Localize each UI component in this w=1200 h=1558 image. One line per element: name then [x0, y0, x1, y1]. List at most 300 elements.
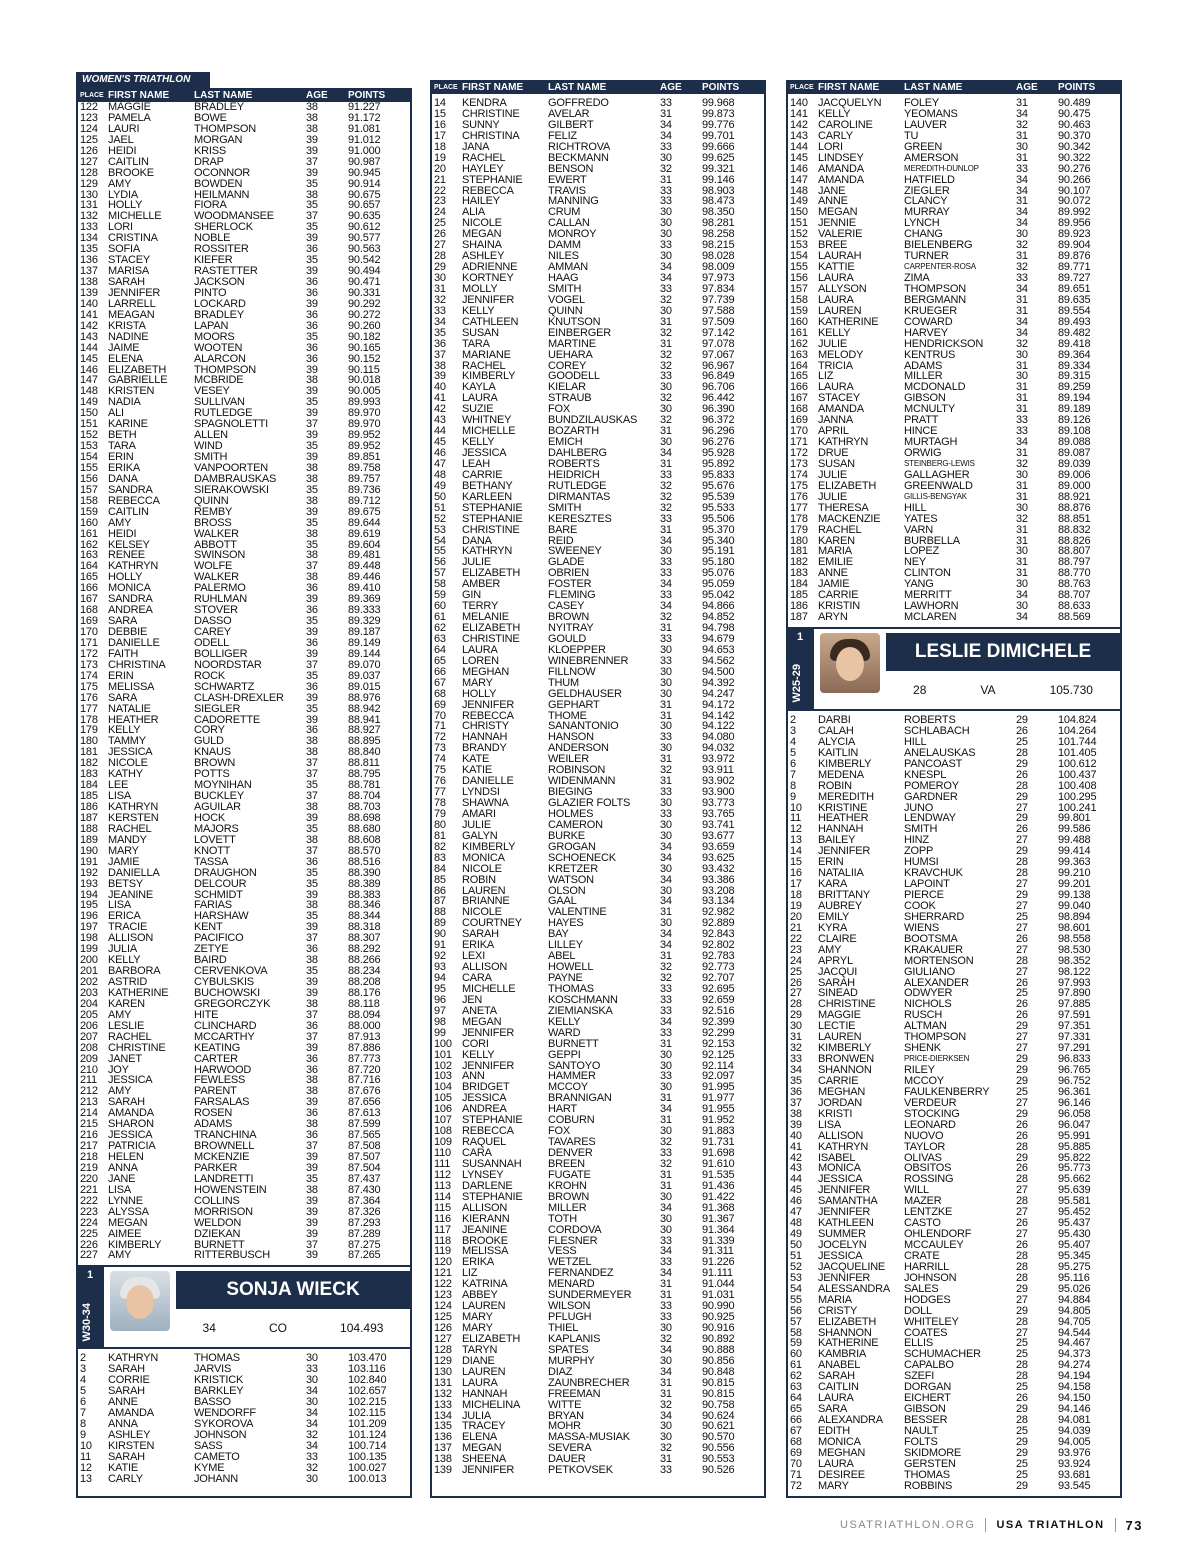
cell-points: 100.437	[1058, 769, 1097, 781]
cell-last-name: ODELL	[194, 637, 230, 649]
cell-last-name: NOBLE	[194, 233, 231, 245]
cell-points: 99.586	[1058, 824, 1091, 836]
cell-age: 32	[660, 502, 672, 514]
cell-age: 32	[660, 480, 672, 492]
cell-points: 95.370	[702, 524, 735, 536]
cell-first-name: HEIDI	[108, 145, 137, 157]
cell-place: 138	[434, 1454, 452, 1466]
table-row	[788, 1426, 1120, 1437]
cell-points: 96.442	[702, 393, 735, 405]
cell-first-name: SOFIA	[108, 244, 141, 256]
cell-age: 31	[660, 951, 672, 963]
cell-points: 100.135	[348, 1451, 387, 1463]
cell-last-name: PIERCE	[904, 890, 944, 901]
featured-group: W25-29	[791, 664, 803, 703]
cell-points: 89.758	[348, 462, 381, 474]
cell-first-name: JESSICA	[108, 1130, 153, 1142]
cell-last-name: TASSA	[194, 856, 229, 868]
cell-first-name: CARLY	[818, 130, 853, 142]
table-row	[432, 109, 764, 120]
cell-last-name: HARWOOD	[194, 1064, 252, 1076]
cell-place: 140	[790, 98, 808, 109]
cell-points: 90.556	[702, 1443, 735, 1455]
cell-place: 112	[434, 1169, 451, 1181]
cell-age: 34	[660, 579, 672, 591]
table-row	[432, 1334, 764, 1345]
cell-place: 106	[434, 1104, 452, 1116]
cell-last-name: OLIVAS	[904, 1152, 942, 1164]
cell-age: 34	[660, 273, 672, 284]
cell-place: 178	[790, 513, 808, 525]
cell-age: 32	[660, 415, 672, 427]
cell-age: 28	[1016, 1250, 1028, 1262]
cell-age: 31	[1016, 393, 1028, 405]
cell-place: 149	[80, 397, 98, 409]
cell-points: 98.894	[1058, 911, 1091, 923]
cell-age: 25	[1016, 736, 1028, 748]
cell-place: 58	[434, 579, 446, 591]
cell-last-name: CORDOVA	[548, 1224, 602, 1236]
cell-first-name: AIMEE	[108, 1228, 142, 1240]
cell-age: 34	[1016, 174, 1028, 186]
cell-age: 36	[306, 320, 318, 332]
table-row	[788, 514, 1120, 525]
cell-first-name: CHRISTY	[462, 721, 509, 733]
cell-age: 39	[306, 1217, 318, 1229]
cell-last-name: ORWIG	[904, 448, 942, 459]
cell-place: 214	[80, 1108, 98, 1120]
table-row	[78, 1021, 410, 1032]
cell-place: 59	[434, 590, 446, 602]
cell-first-name: MARY	[462, 677, 493, 689]
cell-last-name: GOFFREDO	[548, 98, 609, 109]
cell-age: 37	[306, 419, 318, 431]
cell-age: 30	[660, 863, 672, 875]
cell-points: 92.773	[702, 962, 735, 973]
cell-last-name: HOWENSTEIN	[194, 1184, 267, 1196]
table-row	[432, 229, 764, 240]
cell-points: 88.851	[1058, 513, 1091, 525]
cell-age: 27	[1016, 944, 1028, 956]
cell-last-name: BENSON	[548, 163, 594, 175]
cell-points: 89.070	[348, 659, 381, 671]
cell-place: 159	[80, 506, 98, 518]
cell-points: 88.208	[348, 977, 381, 988]
cell-first-name: NATALIE	[108, 703, 151, 715]
cell-age: 32	[660, 1137, 672, 1148]
cell-age: 33	[660, 732, 672, 744]
table-row	[78, 190, 410, 201]
cell-last-name: CRATE	[904, 1250, 940, 1262]
cell-points: 89.771	[1058, 262, 1091, 273]
cell-first-name: HANNAH	[462, 1388, 508, 1400]
cell-age: 34	[660, 852, 672, 864]
table-row	[78, 1364, 410, 1375]
section-tab: WOMEN'S TRIATHLON	[76, 72, 210, 88]
cell-last-name: BROSS	[194, 517, 232, 529]
cell-place: 62	[790, 1371, 802, 1383]
cell-place: 201	[80, 966, 98, 977]
cell-age: 38	[306, 189, 318, 201]
cell-first-name: HOLLY	[462, 688, 497, 700]
cell-last-name: PARENT	[194, 1086, 237, 1098]
table-row	[432, 984, 764, 995]
table-row	[78, 321, 410, 332]
table-row	[432, 1104, 764, 1115]
cell-points: 88.570	[348, 845, 381, 857]
cell-last-name: RITTERBUSCH	[194, 1250, 271, 1262]
cell-last-name: WILL	[904, 1185, 929, 1197]
cell-last-name: LEONARD	[904, 1119, 956, 1131]
table-row	[432, 503, 764, 514]
cell-points: 92.783	[702, 951, 735, 963]
cell-age: 32	[1016, 240, 1028, 252]
cell-first-name: ALI	[108, 408, 124, 420]
cell-last-name: HATFIELD	[904, 174, 955, 186]
cell-points: 89.329	[348, 616, 381, 627]
cell-points: 89.194	[1058, 393, 1091, 405]
cell-last-name: KNESPL	[904, 769, 947, 781]
cell-first-name: BETHANY	[462, 480, 513, 492]
cell-first-name: KELLY	[818, 108, 851, 120]
cell-place: 169	[790, 415, 808, 427]
cell-first-name: SHEENA	[462, 1454, 507, 1466]
cell-place: 74	[434, 754, 446, 766]
cell-points: 97.509	[702, 316, 735, 328]
cell-place: 187	[790, 612, 808, 623]
cell-first-name: LYNNE	[108, 1195, 143, 1207]
cell-place: 78	[434, 798, 446, 809]
table-row	[432, 1028, 764, 1039]
cell-age: 37	[306, 156, 318, 168]
cell-age: 30	[1016, 579, 1028, 591]
table-row	[432, 612, 764, 623]
table-row	[432, 1411, 764, 1422]
table-row	[432, 1137, 764, 1148]
cell-last-name: STOVER	[194, 605, 238, 617]
cell-last-name: HAYES	[548, 918, 584, 930]
cell-age: 34	[660, 874, 672, 886]
cell-first-name: MARIA	[818, 1294, 852, 1306]
cell-last-name: ELLIS	[904, 1338, 933, 1350]
cell-points: 91.995	[702, 1082, 735, 1094]
cell-place: 123	[80, 112, 98, 124]
cell-points: 95.191	[702, 546, 735, 558]
cell-last-name: SIERAKOWSKI	[194, 484, 269, 496]
cell-last-name: BECKMANN	[548, 152, 609, 164]
cell-points: 92.153	[702, 1038, 735, 1050]
cell-points: 90.990	[702, 1301, 735, 1313]
cell-age: 34	[1016, 108, 1028, 120]
cell-age: 31	[660, 776, 672, 788]
table-row	[78, 1010, 410, 1021]
cell-first-name: KARA	[818, 879, 848, 890]
table-row	[432, 973, 764, 984]
table-row	[78, 113, 410, 124]
cell-place: 46	[790, 1196, 802, 1208]
cell-first-name: JACQUELINE	[818, 1261, 886, 1273]
cell-points: 94.150	[1058, 1393, 1091, 1405]
cell-last-name: MCCARTHY	[194, 1031, 255, 1043]
cell-place: 183	[80, 769, 98, 781]
cell-age: 31	[1016, 294, 1028, 306]
cell-place: 12	[80, 1462, 92, 1474]
cell-age: 34	[660, 896, 672, 908]
cell-first-name: AMY	[108, 517, 132, 529]
cell-first-name: ALESSANDRA	[818, 1283, 890, 1295]
cell-place: 16	[434, 119, 446, 131]
table-row	[432, 382, 764, 393]
cell-age: 30	[660, 1421, 672, 1433]
cell-place: 159	[790, 305, 808, 317]
cell-age: 38	[306, 462, 318, 474]
cell-age: 31	[660, 426, 672, 438]
cell-points: 95.991	[1058, 1130, 1091, 1142]
cell-place: 182	[80, 758, 98, 770]
cell-last-name: JACKSON	[194, 277, 245, 288]
table-row	[432, 787, 764, 798]
cell-points: 88.266	[348, 955, 381, 967]
table-row	[788, 568, 1120, 579]
table-row	[788, 803, 1120, 814]
cell-last-name: ZETYE	[194, 944, 229, 956]
table-row	[788, 1338, 1120, 1349]
cell-place: 192	[80, 867, 98, 879]
cell-points: 89.970	[348, 408, 381, 420]
cell-age: 34	[660, 601, 672, 613]
cell-points: 98.122	[1058, 966, 1091, 978]
table-row	[78, 944, 410, 955]
cell-first-name: MELISSA	[108, 681, 155, 693]
cell-points: 93.976	[1058, 1447, 1091, 1459]
cell-first-name: SARAH	[818, 1371, 855, 1383]
cell-points: 92.695	[702, 983, 735, 995]
cell-points: 90.892	[702, 1333, 735, 1345]
cell-last-name: KIEFER	[194, 255, 233, 267]
cell-points: 89.259	[1058, 382, 1091, 394]
cell-first-name: CHRISTINE	[462, 633, 520, 645]
cell-place: 6	[80, 1397, 86, 1409]
table-row	[788, 590, 1120, 601]
cell-points: 89.635	[1058, 294, 1091, 306]
cell-points: 89.904	[1058, 240, 1091, 252]
table-row	[78, 1130, 410, 1141]
cell-points: 101.124	[348, 1429, 387, 1441]
table-row	[78, 200, 410, 211]
cell-points: 88.569	[1058, 612, 1091, 623]
cell-place: 73	[434, 743, 446, 755]
cell-first-name: LORI	[818, 141, 843, 153]
cell-last-name: POMEROY	[904, 780, 959, 792]
cell-first-name: SARA	[818, 1404, 848, 1415]
cell-age: 30	[660, 1355, 672, 1367]
cell-first-name: ALIA	[462, 207, 486, 219]
cell-first-name: MEGAN	[108, 1217, 148, 1229]
cell-age: 36	[306, 277, 318, 288]
cell-points: 93.659	[702, 841, 735, 853]
cell-first-name: LAURA	[818, 1393, 854, 1405]
cell-last-name: NILES	[548, 251, 579, 263]
cell-age: 39	[306, 1228, 318, 1240]
cell-place: 190	[80, 845, 98, 857]
cell-place: 162	[790, 338, 808, 350]
cell-points: 94.039	[1058, 1425, 1091, 1437]
cell-first-name: LAUREN	[462, 1301, 506, 1313]
cell-first-name: KRISTI	[818, 1108, 853, 1120]
table-row	[788, 1317, 1120, 1328]
table-row	[788, 1131, 1120, 1142]
table-row	[788, 492, 1120, 503]
cell-age: 39	[306, 1162, 318, 1174]
cell-last-name: BOWE	[194, 112, 227, 124]
table-row	[788, 459, 1120, 470]
cell-age: 30	[660, 251, 672, 263]
table-row	[78, 168, 410, 179]
cell-points: 90.292	[348, 298, 381, 310]
cell-last-name: CASTO	[904, 1218, 941, 1230]
cell-place: 59	[790, 1338, 802, 1350]
cell-points: 95.430	[1058, 1229, 1091, 1240]
cell-place: 63	[790, 1382, 802, 1394]
cell-first-name: CAITLIN	[108, 506, 149, 518]
cell-first-name: SARA	[108, 616, 138, 627]
cell-first-name: ALLISON	[462, 962, 508, 973]
cell-first-name: DANA	[462, 535, 492, 547]
cell-points: 102.657	[348, 1386, 387, 1398]
table-row	[788, 579, 1120, 590]
table-row	[788, 1306, 1120, 1317]
table-row	[788, 153, 1120, 164]
cell-points: 100.027	[348, 1462, 387, 1474]
cell-place: 113	[434, 1180, 451, 1192]
table-row	[432, 929, 764, 940]
cell-first-name: BETH	[108, 430, 137, 442]
cell-place: 16	[790, 868, 802, 880]
cell-points: 95.822	[1058, 1152, 1091, 1164]
cell-age: 33	[660, 1005, 672, 1017]
cell-place: 29	[434, 262, 446, 273]
cell-age: 34	[660, 448, 672, 459]
table-row	[788, 1415, 1120, 1426]
cell-first-name: REBECCA	[462, 1126, 514, 1138]
cell-place: 126	[80, 145, 98, 157]
cell-place: 19	[434, 152, 446, 164]
footer-divider	[1115, 1518, 1116, 1532]
table-row	[432, 601, 764, 612]
cell-age: 29	[1016, 1054, 1028, 1065]
table-row	[432, 918, 764, 929]
cell-first-name: CORRIE	[108, 1375, 150, 1387]
cell-first-name: MEAGAN	[108, 309, 155, 321]
cell-place: 156	[80, 473, 98, 485]
table-row	[788, 1054, 1120, 1065]
cell-first-name: ERIN	[108, 670, 134, 682]
table-row	[78, 529, 410, 540]
table-row	[788, 229, 1120, 240]
cell-last-name: SCHLABACH	[904, 725, 970, 737]
table-row	[78, 1097, 410, 1108]
cell-points: 88.811	[348, 758, 380, 770]
cell-points: 87.656	[348, 1097, 381, 1109]
cell-place: 135	[80, 244, 98, 256]
cell-last-name: THOMPSON	[904, 1032, 966, 1044]
table-row	[788, 481, 1120, 492]
cell-first-name: MICHELLE	[108, 211, 162, 223]
cell-points: 89.418	[1058, 338, 1091, 350]
cell-age: 34	[306, 1419, 318, 1430]
cell-first-name: HAILEY	[462, 196, 500, 208]
cell-last-name: ODWYER	[904, 988, 953, 1000]
cell-last-name: KENT	[194, 922, 223, 934]
cell-age: 30	[1016, 469, 1028, 481]
cell-last-name: GREENWALD	[904, 480, 973, 492]
cell-age: 33	[660, 1027, 672, 1039]
cell-place: 87	[434, 896, 446, 908]
cell-first-name: JESSICA	[462, 448, 507, 459]
cell-points: 94.653	[702, 644, 735, 656]
cell-place: 72	[434, 732, 446, 744]
cell-place: 152	[80, 430, 98, 442]
cell-place: 152	[790, 229, 808, 241]
cell-age: 25	[1016, 1382, 1028, 1394]
cell-age: 29	[1016, 1305, 1028, 1317]
cell-points: 96.849	[702, 371, 735, 383]
cell-age: 31	[660, 907, 672, 919]
cell-age: 30	[660, 1191, 672, 1203]
cell-points: 94.805	[1058, 1305, 1091, 1317]
cell-last-name: CARTER	[194, 1053, 238, 1065]
cell-age: 37	[306, 1009, 318, 1021]
table-row	[788, 1010, 1120, 1021]
cell-points: 88.234	[348, 966, 381, 977]
table-row	[78, 1119, 410, 1130]
cell-last-name: CERVENKOVA	[194, 966, 268, 977]
cell-age: 33	[660, 590, 672, 602]
cell-first-name: KRISTEN	[108, 386, 155, 398]
cell-points: 96.058	[1058, 1108, 1091, 1120]
cell-age: 39	[306, 167, 318, 179]
cell-last-name: GOODELL	[548, 371, 600, 383]
cell-points: 90.107	[1058, 185, 1091, 197]
cell-age: 33	[1016, 163, 1028, 175]
cell-first-name: JOY	[108, 1064, 129, 1076]
cell-last-name: SZEFI	[904, 1371, 935, 1383]
cell-age: 31	[1016, 480, 1028, 492]
cell-place: 175	[790, 480, 808, 492]
cell-place: 121	[434, 1268, 452, 1280]
cell-place: 29	[790, 1010, 802, 1022]
cell-points: 95.407	[1058, 1240, 1091, 1251]
cell-place: 57	[790, 1316, 802, 1328]
cell-age: 29	[1016, 846, 1028, 858]
cell-points: 95.042	[702, 590, 735, 602]
cell-points: 94.081	[1058, 1415, 1091, 1426]
cell-place: 217	[80, 1141, 98, 1152]
table-row	[78, 266, 410, 277]
cell-points: 99.201	[1058, 879, 1091, 890]
table-row	[432, 426, 764, 437]
cell-first-name: HEATHER	[108, 714, 159, 726]
cell-place: 116	[434, 1213, 451, 1225]
cell-points: 91.535	[702, 1169, 735, 1181]
cell-age: 31	[660, 710, 672, 722]
cell-age: 31	[1016, 251, 1028, 263]
cell-age: 31	[660, 1377, 672, 1389]
table-row	[432, 1050, 764, 1061]
cell-last-name: MCDONALD	[904, 382, 966, 394]
cell-place: 194	[80, 889, 98, 901]
cell-points: 89.189	[1058, 404, 1091, 416]
